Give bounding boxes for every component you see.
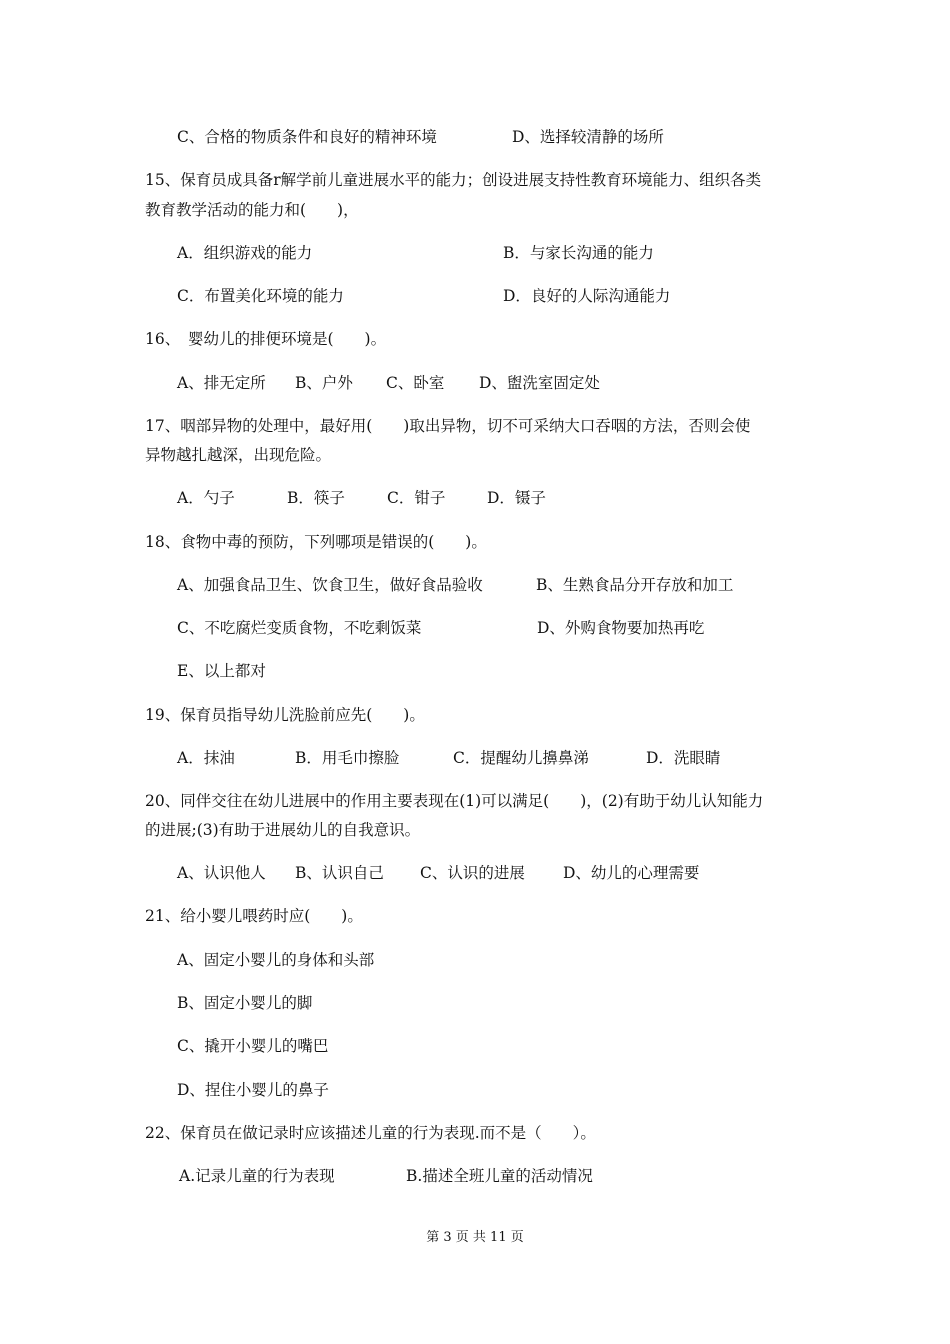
q14-option-d: D、选择较清静的场所 [512, 128, 664, 146]
q16-option-b: B、户外 [295, 374, 353, 392]
q15-option-a: A．组织游戏的能力 [177, 244, 313, 262]
q15-option-c: C．布置美化环境的能力 [177, 287, 344, 305]
q15-stem-line1: 15、保育员成具备r解学前儿童进展水平的能力；创设进展支持性教育环境能力、组织各类 [145, 171, 762, 189]
q20-option-d: D、幼儿的心理需要 [563, 864, 700, 882]
q19-option-a: A．抹油 [177, 749, 235, 767]
q20-option-a: A、认识他人 [177, 864, 266, 882]
q16-option-c: C、卧室 [386, 374, 445, 392]
q17-option-a: A．勺子 [177, 489, 235, 507]
q18-option-e: E、以上都对 [177, 662, 266, 680]
q21-stem: 21、给小婴儿喂药时应( )。 [145, 907, 363, 925]
q20-stem-line2: 的进展;(3)有助于进展幼儿的自我意识。 [145, 821, 421, 839]
q18-option-c: C、不吃腐烂变质食物，不吃剩饭菜 [177, 619, 422, 637]
q20-stem-line1: 20、同伴交往在幼儿进展中的作用主要表现在(1)可以满足( )，(2)有助于幼儿认知能力 [145, 792, 764, 810]
q18-option-b: B、生熟食品分开存放和加工 [536, 576, 734, 594]
q17-stem-line1: 17、咽部异物的处理中，最好用( )取出异物，切不可采纳大口吞咽的方法，否则会使 [145, 417, 751, 435]
q22-stem: 22、保育员在做记录时应该描述儿童的行为表现.而不是（ ）。 [145, 1124, 596, 1142]
q17-option-b: B．筷子 [287, 489, 345, 507]
q15-option-b: B．与家长沟通的能力 [503, 244, 654, 262]
q14-option-c: C、合格的物质条件和良好的精神环境 [177, 128, 437, 146]
q18-option-a: A、加强食品卫生、饮食卫生，做好食品验收 [177, 576, 483, 594]
page-footer: 第 3 页 共 11 页 [426, 1230, 524, 1245]
q22-option-b: B.描述全班儿童的活动情况 [406, 1167, 593, 1185]
q20-option-b: B、认识自己 [295, 864, 384, 882]
q19-option-b: B．用毛巾擦脸 [295, 749, 400, 767]
q16-stem: 16、 婴幼儿的排便环境是( )。 [145, 330, 387, 348]
q15-option-d: D．良好的人际沟通能力 [503, 287, 671, 305]
q19-option-c: C．提醒幼儿擤鼻涕 [453, 749, 589, 767]
q16-option-a: A、排无定所 [177, 374, 266, 392]
q15-stem-line2: 教育教学活动的能力和( )， [145, 201, 359, 219]
q20-option-c: C、认识的进展 [420, 864, 525, 882]
q17-stem-line2: 异物越扎越深，出现危险。 [145, 446, 332, 464]
q17-option-d: D．镊子 [487, 489, 546, 507]
q21-option-c: C、撬开小婴儿的嘴巴 [177, 1037, 329, 1055]
q16-option-d: D、盥洗室固定处 [479, 374, 600, 392]
q17-option-c: C．钳子 [387, 489, 446, 507]
q21-option-b: B、固定小婴儿的脚 [177, 994, 313, 1012]
q18-option-d: D、外购食物要加热再吃 [537, 619, 705, 637]
q21-option-a: A、固定小婴儿的身体和头部 [177, 951, 375, 969]
q21-option-d: D、捏住小婴儿的鼻子 [177, 1081, 329, 1099]
q18-stem: 18、食物中毒的预防，下列哪项是错误的( )。 [145, 533, 487, 551]
q19-option-d: D．洗眼睛 [646, 749, 721, 767]
q19-stem: 19、保育员指导幼儿洗脸前应先( )。 [145, 706, 425, 724]
q22-option-a: A.记录儿童的行为表现 [179, 1167, 335, 1185]
